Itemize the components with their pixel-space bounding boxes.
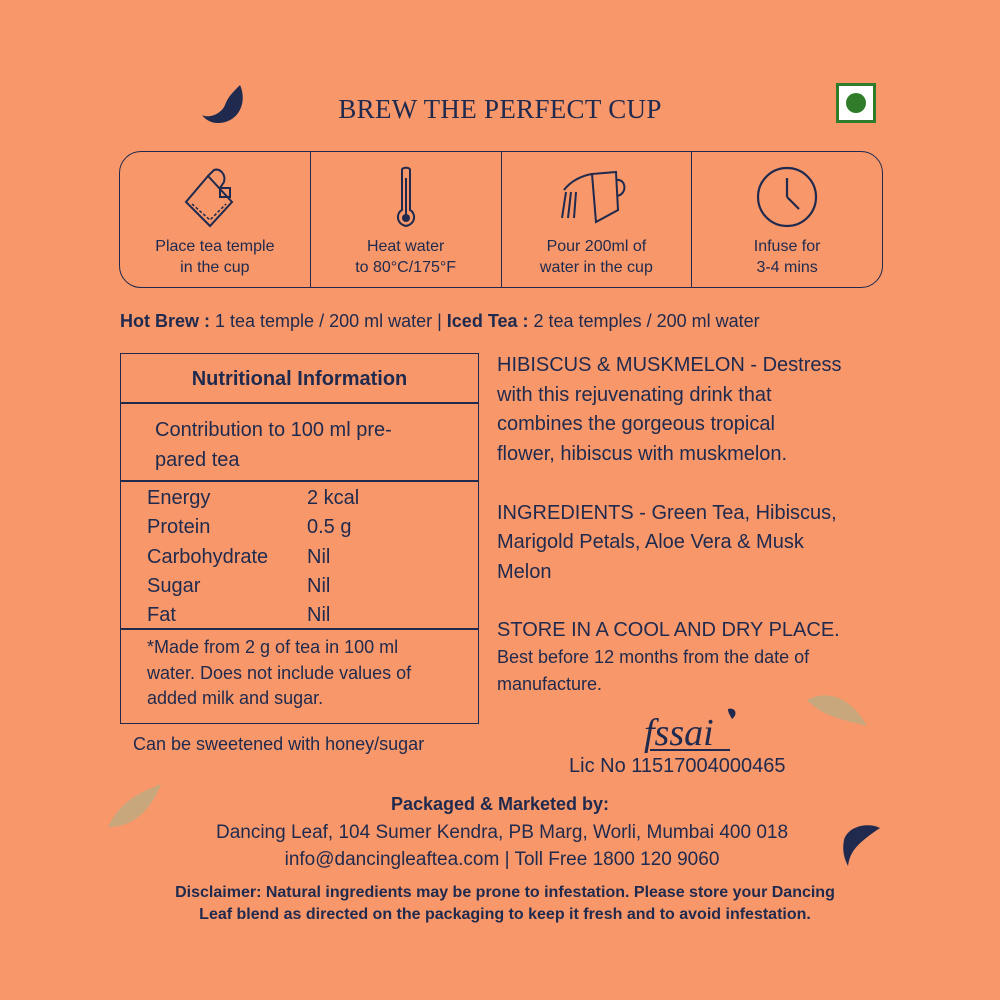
footnote-line: added milk and sugar. [147,688,324,708]
step-caption-line: Place tea temple [155,238,275,255]
nutrition-row [147,543,478,572]
nutrition-row [147,484,478,513]
packaged-by-heading: Packaged & Marketed by: [390,794,610,814]
nutrient-value: 2 kcal [307,487,360,509]
nutrient-name: Protein [147,516,211,539]
nutrient-value: 0.5 g [307,516,352,539]
iced-tea-label: Iced Tea : [446,311,529,331]
step-caption-line: Heat water [366,238,445,255]
nutrition-contribution [121,404,478,482]
nutrition-row [147,572,478,601]
brew-steps-panel [119,151,883,288]
step-heat-water [311,152,502,287]
step-caption-line: 3-4 mins [756,259,818,276]
step-caption-line: Pour 200ml of [546,238,647,255]
nutrient-name: Fat [147,604,176,627]
hot-brew-value: 1 tea temple / 200 ml water | [210,311,447,331]
kettle-pour-icon [556,166,636,232]
sweeten-note: Can be sweetened with honey/sugar [133,734,425,754]
footnote-line: *Made from 2 g of tea in 100 ml [147,637,399,657]
storage-line: manufacture. [497,674,603,694]
nutrition-row [147,601,478,630]
storage-line: Best before 12 months from the date of [497,647,810,667]
contribution-line: pared tea [155,449,240,471]
nutrient-name: Energy [147,487,211,509]
ingredients-line: Marigold Petals, Aloe Vera & Musk [497,531,804,553]
nutrition-footnote [121,630,478,712]
company-address [0,819,1000,873]
tea-temple-icon [180,166,250,232]
address-line: Dancing Leaf, 104 Sumer Kendra, PB Marg, Worli, Mumbai 400 018 [215,822,789,843]
product-description [497,351,897,587]
nutrient-value: Nil [307,545,331,568]
ingredients-line: INGREDIENTS - Green Tea, Hibiscus, [497,501,837,524]
step-pour-water [502,152,693,287]
svg-text:fssai: fssai [644,712,714,754]
thermometer-icon [391,166,421,232]
contribution-line: Contribution to 100 ml pre- [155,419,392,441]
footnote-line: water. Does not include values of [147,662,412,683]
nutrient-value: Nil [307,574,331,597]
step-infuse [692,152,882,287]
storage-heading: STORE IN A COOL AND DRY PLACE. [497,619,840,641]
ingredients-line: Melon [497,560,552,583]
nutrition-row [147,513,478,542]
disclaimer [140,882,870,926]
fssai-logo [640,705,740,755]
storage-instructions [497,616,840,698]
iced-tea-value: 2 tea temples / 200 ml water [528,311,760,331]
nutrition-table [120,353,479,724]
description-line: HIBISCUS & MUSKMELON - Destress [497,354,842,376]
step-place-tea [120,152,311,287]
disclaimer-line: Disclaimer: Natural ingredients may be prone to infestation. Please store your Dancing [175,884,835,901]
clock-icon [754,166,820,232]
nutrition-heading: Nutritional Information [121,354,478,404]
step-caption-line: to 80°C/175°F [355,259,457,276]
description-line: combines the gorgeous tropical [497,413,775,435]
step-caption-line: in the cup [180,259,250,276]
hot-brew-label: Hot Brew : [120,311,210,331]
nutrient-name: Sugar [147,574,201,597]
nutrient-name: Carbohydrate [147,545,269,568]
step-caption-line: water in the cup [539,259,653,276]
description-line: flower, hibiscus with muskmelon. [497,442,788,465]
brew-ratio-line [120,311,760,332]
description-line: with this rejuvenating drink that [497,383,772,406]
contact-line: info@dancingleaftea.com | Toll Free 1800 120 9060 [284,849,720,870]
vegetarian-mark-icon [836,83,876,123]
disclaimer-line: Leaf blend as directed on the packaging to keep it fresh and to avoid infestation. [199,906,811,923]
fssai-license: Lic No 11517004000465 [569,755,786,777]
nutrient-value: Nil [307,604,331,627]
page-title: BREW THE PERFECT CUP [338,94,662,124]
step-caption-line: Infuse for [753,238,821,255]
nutrition-rows [121,482,478,630]
